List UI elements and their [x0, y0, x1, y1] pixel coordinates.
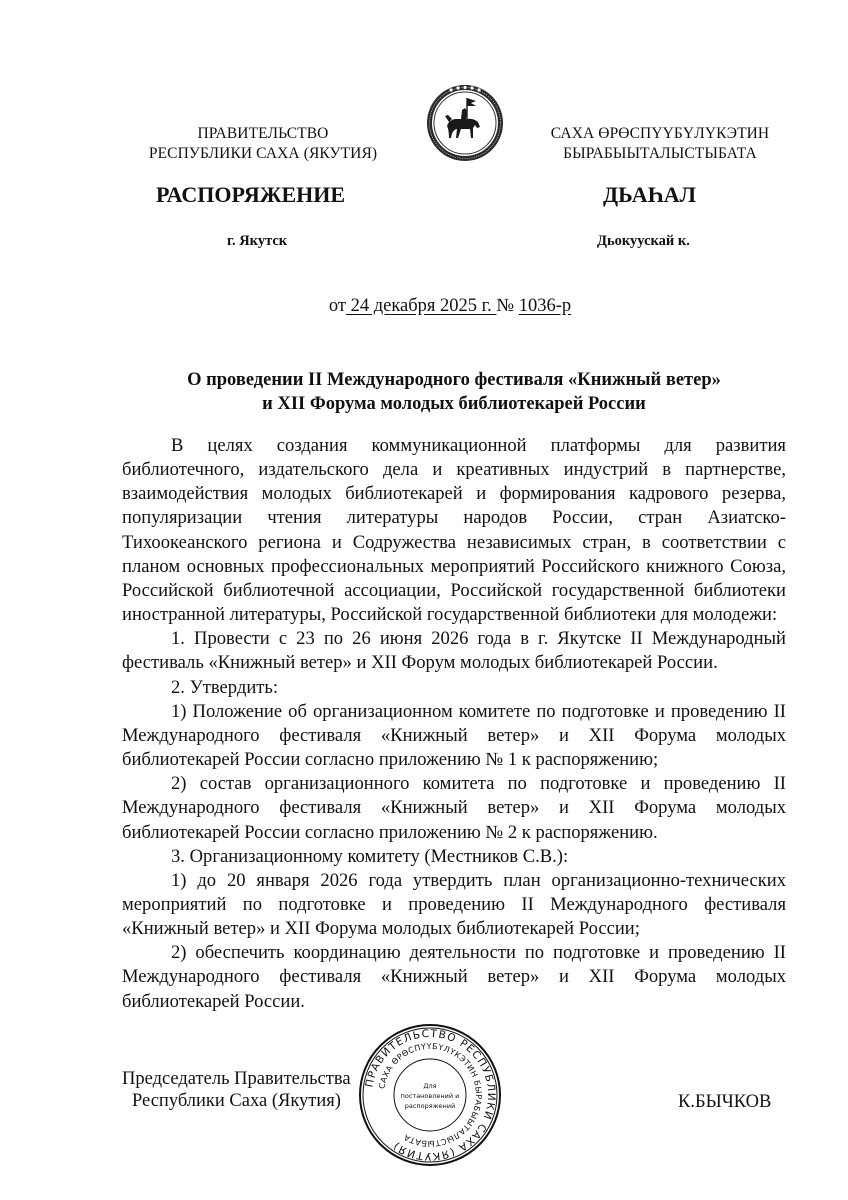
order-number-sign: №	[496, 296, 515, 316]
government-name-ru	[128, 124, 398, 164]
order-subject-line2: и XII Форума молодых библиотекарей России	[262, 394, 646, 414]
official-seal-stamp-icon	[355, 1020, 505, 1170]
stamp-center-line3: распоряжений	[404, 1102, 456, 1110]
order-number: 1036-р	[518, 296, 572, 316]
order-subject-line1: О проведении II Международного фестиваля «Книжный ветер»	[187, 370, 721, 390]
document-type-sakha: ДЬАҺАЛ	[603, 182, 697, 207]
order-body	[122, 434, 786, 1014]
item-2-1-paragraph: 1) Положение об организационном комитете по подготовке и проведению II Международного фестиваля «Книжный ветер» и XII Форума молодых библиотекарей России согласно приложению № 1 к распоряжению;	[122, 700, 786, 771]
order-date: 24 декабря 2025 г.	[345, 296, 497, 316]
government-name-ru-line2: РЕСПУБЛИКИ САХА (ЯКУТИЯ)	[148, 145, 378, 162]
item-3-1-paragraph: 1) до 20 января 2026 года утвердить план организационно-технических мероприятий по подготовке и проведению II Международного фестиваля «Книжный ветер» и XII Форума молодых библиотекарей России;	[122, 869, 786, 940]
coat-of-arms-emblem-icon	[423, 82, 507, 164]
preamble-paragraph: В целях создания коммуникационной платформы для развития библиотечного, издательского дела и креативных индустрий в партнерстве, взаимодействия молодых библиотекарей и формирования кадрового резерва, популяризации чтения литературы народов России, стран Азиатско-Тихоокеанского региона и Содружества независимых стран, в соответствии с планом основных профессиональных мероприятий Российского книжного Союза, Российской библиотечной ассоциации, Российской государственной библиотеки иностранной литературы, Российской государственной библиотеки для молодежи:	[122, 435, 786, 626]
city-sakha: Дьокуускай к.	[597, 233, 690, 249]
order-date-number	[0, 295, 848, 317]
order-date-prefix: от	[328, 296, 346, 316]
signatory-position	[122, 1068, 351, 1112]
signatory-position-line2: Республики Саха (Якутия)	[132, 1091, 341, 1111]
government-name-sakha-line1: САХА ӨРӨСПҮҮБҮЛҮКЭТИН	[550, 125, 770, 142]
government-name-sakha-line2: БЫРАБЫЫТАЛЫСТЫБАТА	[563, 145, 757, 162]
item-3-2-paragraph: 2) обеспечить координацию деятельности по подготовке и проведению II Международного фестиваля «Книжный ветер» и XII Форума молодых библиотекарей России.	[122, 942, 786, 1012]
order-subject	[120, 368, 788, 416]
stamp-inner-ring-text: САХА ӨРӨСПҮҮБҮЛҮКЭТИН БЫРАБЫЫТАЛЫСТЫБАТА	[377, 1041, 484, 1149]
item-2-paragraph: 2. Утвердить:	[171, 676, 279, 698]
stamp-center-line2: постановлений и	[400, 1092, 460, 1100]
item-2-2-paragraph: 2) состав организационного комитета по подготовке и проведению II Международного фестиваля «Книжный ветер» и XII Форума молодых библиотекарей России согласно приложению № 2 к распоряжению.	[122, 773, 786, 843]
government-name-ru-line1: ПРАВИТЕЛЬСТВО	[197, 125, 329, 142]
government-name-sakha	[520, 124, 800, 164]
city-ru: г. Якутск	[227, 233, 288, 249]
stamp-center-line1: Для	[423, 1082, 437, 1090]
signatory-name: К.БЫЧКОВ	[678, 1092, 772, 1112]
document-type-ru: РАСПОРЯЖЕНИЕ	[156, 182, 346, 207]
signatory-position-line1: Председатель Правительства	[122, 1069, 351, 1089]
stamp-outer-ring-text: ПРАВИТЕЛЬСТВО РЕСПУБЛИКИ САХА (ЯКУТИЯ)	[363, 1027, 498, 1163]
item-3-paragraph: 3. Организационному комитету (Местников С.В.):	[171, 845, 569, 867]
item-1-paragraph: 1. Провести с 23 по 26 июня 2026 года в г. Якутске II Международный фестиваль «Книжный ветер» и XII Форум молодых библиотекарей России.	[122, 628, 786, 674]
